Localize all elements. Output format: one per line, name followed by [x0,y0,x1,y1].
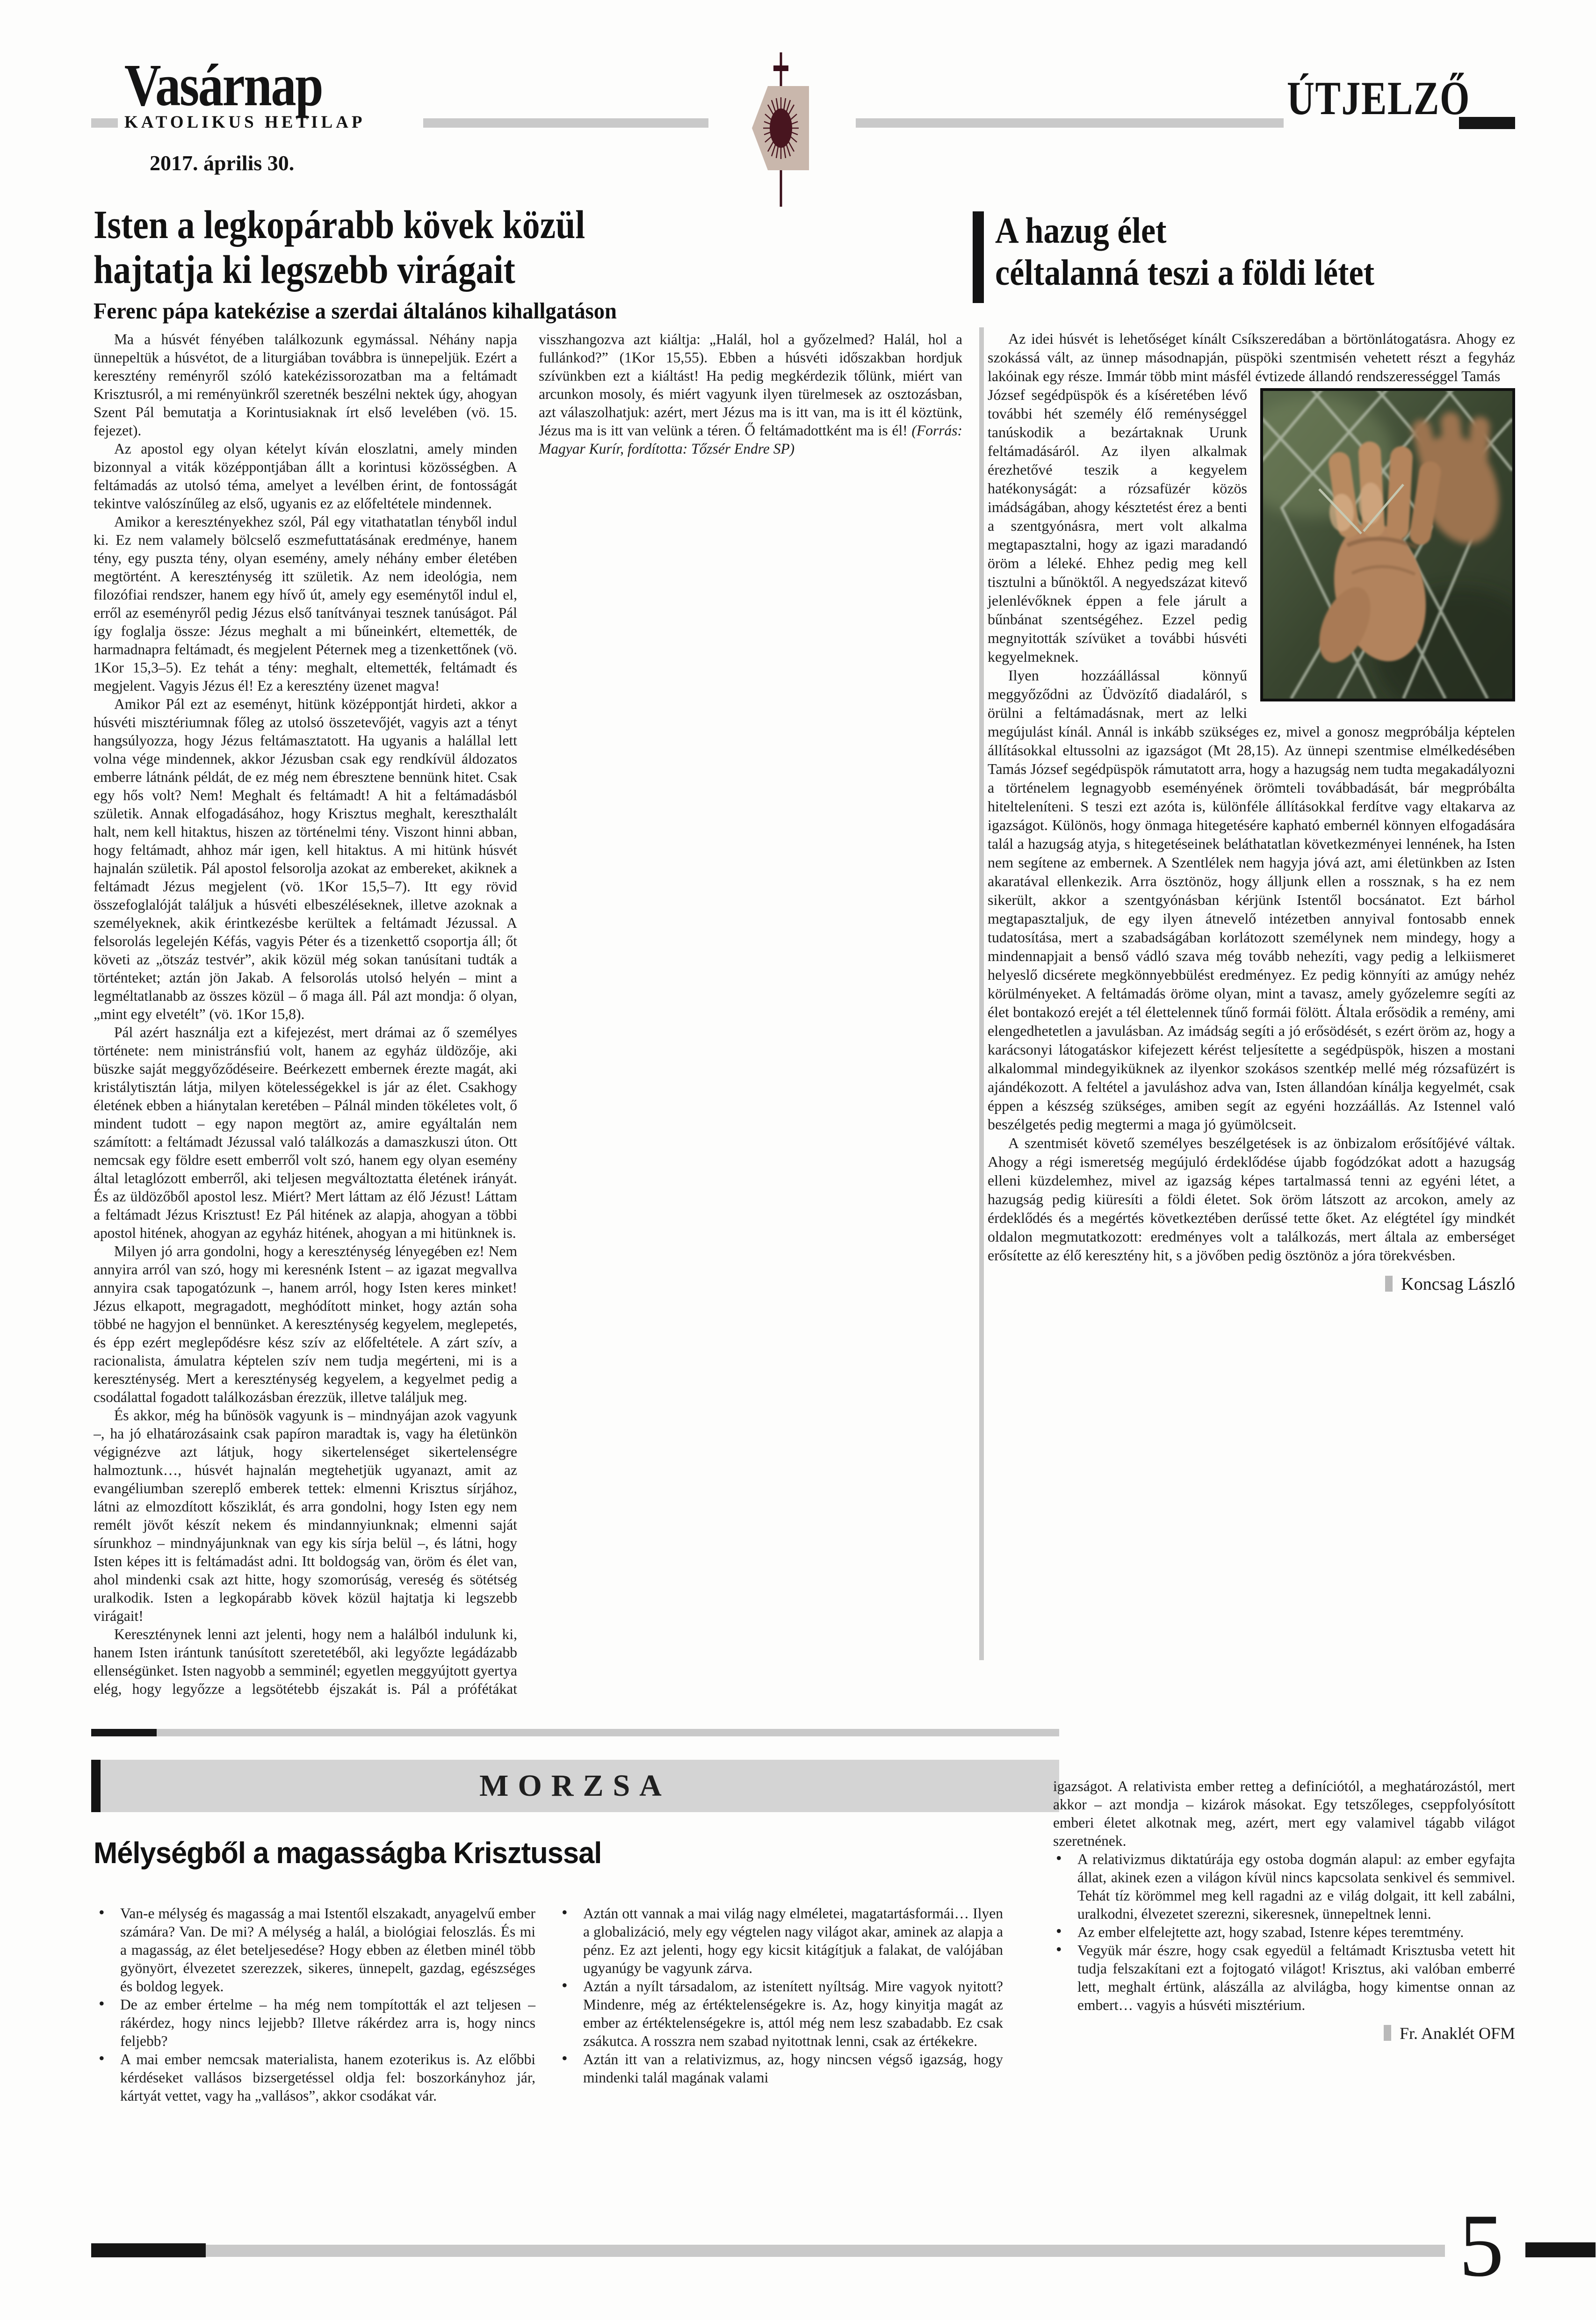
article2-byline [988,1275,1515,1294]
bullet-item: • Vegyük már észre, hogy csak egyedül a feltámadt Krisztusba vetett hit tudja felszakítani ezt a fojtogató világot! Krisztus, aki valóban emberré lett, meghalt értünk, alászálla az alvilágba, hogy kimentse onnan az embert… vagyis a húsvéti misztérium. [1053,1941,1515,2014]
morzsa-column-1 [96,1904,535,2105]
article2-body [988,329,1515,1294]
issue-date: 2017. április 30. [150,151,295,175]
bullet-item: • A relativizmus diktatúrája egy ostoba dogmán alapul: az ember egyfajta állat, akinek ezen a világon kívül nincs kapcsolata senkivel és semmivel. Tehát tíz körömmel meg kell ragadni az e világ dolgait, itt kell zabálni, uralkodni, élvezetet szerezni, sikeresnek, ünnepeltnek lenni. [1053,1850,1515,1923]
article1-paragraph-text: Kereszténynek lenni azt jelenti, hogy nem a halálból indulunk ki, hanem Isten irántunk tanúsított szeretetéből, aki legyőzte legádázabb ellenségünket. Isten nagyobb a semminél; egyetlen meggyújtott gyertya elég, hogy legyőzze a legsötétebb éjszakát is. Pál a prófétákat visszhangozva azt kiáltja: „Halál, hol a győzelmed? Halál, hol a fullánkod?” (1Kor 15,55). Ebben a húsvéti időszakban hordjuk szívünkben ezt a kiáltást! Ha pedig megkérdezik tőlünk, miért van arcunkon mosoly, és miért vagyunk ilyen türelmesek az osztozásban, azt válaszolhatjuk: azért, mert Jézus ma is itt van, ma is itt él köztünk, Jézus ma is itt van velünk a téren. Ő feltámadottként ma is él! [94,331,962,1697]
morzsa-box-bar [91,1760,101,1812]
masthead-rule-mid-left [423,118,708,128]
article2-title-bar [973,211,984,303]
bullet-item: • Az ember elfelejtette azt, hogy szabad, Istenre képes teremtmény. [1053,1923,1515,1941]
section-title: ÚTJELZŐ [1287,72,1471,125]
article1-subtitle: Ferenc pápa katekézise a szerdai általános kihallgatáson [94,298,617,324]
footer-rule-gray [206,2245,1445,2257]
bullet-item: • Van-e mélység és magasság a mai Istentől elszakadt, anyagelvű ember számára? Van. De mi? A mélység a halál, a biológiai feloszlás. És mi a magasság, az élet beteljesedése? Hogy ebben az életben minél több gyönyört, élvezetet szerezzek, sikeres, ünnepelt, gazdag, egészséges és boldog legyek. [96,1904,535,1995]
morzsa-byline [1053,2024,1515,2043]
article1-paragraph: Amikor a keresztényekhez szól, Pál egy vitathatatlan tényből indul ki. Ez nem valamely bölcselő eszmefuttatásának eredménye, hanem tény, egy puszta tény, olyan esemény, amely néhány ember életében megtörtént. A kereszténység itt születik. Az nem ideológia, nem filozófiai rendszer, hanem egy hívő út, amely egy eseménytől indul el, erről az eseményről pedig Jézus első tanítványai tesznek tanúságot. Pál így foglalja össze: Jézus meghalt a mi bűneinkért, eltemették, de harmadnapra feltámadt, és megjelent Péternek meg a tizenkettőnek (vö. 1Kor 15,3–5). Ez tehát a tény: meghalt, eltemették, feltámadt és megjelent. Vagyis Jézus él! Ez a keresztény üzenet magva! [94,513,517,694]
article1-paragraph: Az apostol egy olyan kételyt kíván eloszlatni, amely minden bizonnyal a viták középpontjában állt a korintusi közösségben. A feltámadás az utolsó téma, amelyet a levélben érint, de fontosságát tekintve valószínűleg az első, ugyanis ez az előfeltétele mindennek. [94,441,517,512]
hands-on-wire-fence-photo [1260,388,1515,701]
logo-subtitle: KATOLIKUS HETILAP [124,113,366,132]
article2-author: Koncsag László [1401,1274,1515,1294]
morzsa-section-box [91,1760,1059,1812]
footer-rule-black-left [91,2243,206,2257]
morzsa-bullet-list [1053,1850,1515,2014]
morzsa-column-2 [559,1904,1003,2087]
cross-sunburst-emblem-icon [739,52,823,207]
article2-title [995,210,1374,294]
byline-tick-icon [1385,1276,1393,1292]
article2-paragraph: Az idei húsvét is lehetőséget kínált Csíkszeredában a börtönlátogatásra. Ahogy ez szokássá vált, az ünnep másodnapján, püspöki szentmisén vehetett részt a fegyház lakóinak egy része. Immár több mint másfél évtizede állandó rendszerességgel Tamás [988,330,1515,384]
byline-tick-icon [1384,2025,1391,2041]
masthead-rule-mid-right [856,118,1284,128]
morzsa-continuation-text: igazságot. A relativista ember retteg a definíciótól, a meghatározástól, mert akkor – azt mondja – kizárok másokat. Egy tetszőleges, cseppfolyósított emberi életet alkotnak meg, azért, mert egy valamivel tágabb világot szeretnének. [1053,1778,1515,1849]
article1-paragraph: Amikor Pál ezt az eseményt, hitünk középpontját hirdeti, akkor a húsvéti misztériumnak főleg az utolsó összetevőjét, vagyis azt a tényt hangsúlyozza, hogy Jézus feltámasztatott. Ha ugyanis a halállal lett volna vége mindennek, akkor Jézusban csak egy rendkívül áldozatos emberre látnánk példát, de ez még nem ébresztene bennünk hitet. Csak egy hős volt? Nem! Meghalt és feltámadt! A hit a feltámadásból születik. Annak elfogadásához, hogy Krisztus meghalt, kereszthalált halt, nem kell hitaktus, hiszen az történelmi tény. Viszont hinni abban, hogy feltámadt, ahhoz már igen, kell hitaktus. A mi hitünk húsvét hajnalán születik. Pál apostol felsorolja azokat az embereket, akiknek a feltámadt Jézus megjelent (vö. 1Kor 15,5–7). Itt egy rövid összefoglalóját találjuk a húsvéti elbeszéléseknek, illetve azoknak a személyeknek, akik érintkezésbe kerültek a feltámadt Jézussal. A felsorolás legelején Kéfás, vagyis Péter és a tizenkettő csoportja áll; őt követi az „ötszáz testvér”, akik közül még sokan tanúsítani tudták a történteket; aztán jön Jakab. A felsorolás utolsó helyén – mint a legméltatlanabb az összes közül – ő maga áll. Pál azt mondja: ő olyan, „mint egy elvetélt” (vö. 1Kor 15,8). [94,696,517,1022]
newspaper-logo [118,52,372,132]
article1-paragraph: És akkor, még ha bűnösök vagyunk is – mindnyájan azok vagyunk –, ha jó elhatározásaink csak papíron maradtak is, vagy ha életünkön végignézve azt látjuk, hogy sikertelenséget sikertelenségre halmoztunk…, húsvét hajnalán megtehetjük ugyanazt, amit az evangéliumban szereplő emberek tettek: elmenni Krisztus sírjához, látni az elmozdított kősziklát, és arra gondolni, hogy Isten egy nem remélt jövőt készít nekem és mindannyiunknak; elmenni saját sírunkhoz – mindnyájunknak van egy kis sírja belül –, és látni, hogy Isten képes itt is feltámadást adni. Itt boldogság van, öröm és élet van, ahol mindenki csak azt hitte, hogy szomorúság, vereség és sötétség uralkodik. Isten a legkopárabb kövek közül hajtatja ki legszebb virágait! [94,1407,517,1624]
footer-rule-black-right [1525,2242,1596,2257]
bullet-item: • Aztán ott vannak a mai világ nagy elméletei, magatartásformái… Ilyen a globalizáció, mely egy végtelen nagy világot akar, aminek az alapja a pénz. Ez azt jelenti, hogy egy kicsit kitágítjuk a falakat, de valójában ugyanúgy be vagyunk zárva. [559,1904,1003,1977]
morzsa-article-title: Mélységből a magasságba Krisztussal [94,1836,602,1870]
article2-paragraph: Ilyen hozzáállással könnyű meggyőződni az Üdvözítő diadaláról, s örülni a feltámadásnak, mert az lelki megújulást kínál. Annál is inkább szükséges ez, mivel a gonosz megpróbálja képtelen állításokkal eltussolni az igazságot (Mt 28,15). Az ünnepi szentmise elmélkedésében Tamás József segédpüspök rámutatott arra, hogy a hazugság nem tudta megakadályozni a történelem legnagyobb eseményének örömteli továbbadását, bár megpróbálta hitelteleníteni. S teszi ezt azóta is, különféle állításokkal ferdítve vagy eltakarva az igazságot. Különös, hogy önmaga hitegetésére kapható embernél könnyen elfogadására talál a hazugság atyja, s hitegetéseinek beláthatatlan következményei lennének, ha Isten nem segítene az embernek. A Szentlélek nem hagyja jóvá azt, ami életünkben az Isten akaratával ellenkezik. Arra ösztönöz, hogy álljunk ellen a rossznak, s ha ez nem sikerült, akkor a szentgyónásban kérjünk Istentől bocsánatot. Ezt bárhol megtapasztaljuk, de egy ilyen átnevelő intézetben annyival fontosabb ennek tudatosítása, mert a szabadságában korlátozott személynek nem mindegy, hogy a mindennapjait a benső vádló szava még tovább nehezíti, vagy pedig a lelkiismeret helyeslő dicsérete megkönnyebbülést eredményez. Ez pedig könnyíti az amúgy nehéz körülményeket. A feltámadás öröme olyan, mint a tavasz, amely győzelemre segíti az élet bontakozó erejét a tél élettelennek tűnő formái fölött. Általa erősödik a remény, ami elengedhetetlen a javulásban. Az imádság segíti a jó erősödését, s ezért öröm az, hogy a karácsonyi látogatáskor kifejezett kérést teljesítette a segédpüspök, hiszen a mostani alkalommal mindegyiküknek az ilyenkor szokásos szentkép mellé még rózsafüzért is ajándékozott. A feltétel a javuláshoz adva van, Isten állandóan kínálja kegyelmét, csak éppen a készség szükséges, amiben segít az egyéni hozzáállás. Az Istennel való beszélgetés pedig megtermi a maga jó gyümölcseit. [988,667,1515,1133]
article2-paragraph: A szentmisét követő személyes beszélgetések is az önbizalom erősítőjévé váltak. Ahogy a régi ismeretség megújuló érdeklődése újabb fogódzókat adott a hazugság elleni küzdelemhez, mivel az igazság képes tartalmassá tenni az egyéni létet, a hazugság pedig kiüresíti a földi életet. Sok öröm látszott az arcokon, amely az érdeklődés és a megértés következtében derűssé tette őket. Az elégtétel így mindkét oldalon megmutatkozott: eredményes volt a találkozás, mert általa az emberséget erősítette az élő keresztény hit, s a jövőben pedig ösztönöz a jóra törekvésben. [988,1135,1515,1264]
article1-paragraph: Ma a húsvét fényében találkozunk egymással. Néhány napja ünnepeltük a húsvétot, de a liturgiában továbbra is ünnepeljük. Ezért a keresztény reményről szóló katekézissorozatban ma a feltámadt Krisztusról, a mi reményünkről szeretnék beszélni nektek úgy, ahogyan Szent Pál bemutatja a Korintusiaknak írt első levelében (vö. 15. fejezet). [94,331,517,439]
article2-title-line1: A hazug élet [995,210,1167,251]
article2-title-line2: céltalanná teszi a földi létet [995,252,1375,293]
article1-paragraph: Milyen jó arra gondolni, hogy a kereszténység lényegében ez! Nem annyira arról van szó, hogy mi keresnénk Istent – az igazat megvallva annyira csak tapogatózunk –, hanem arról, hogy Isten keres minket! Jézus elkapott, megragadott, meghódított minket, hogy aztán soha többé ne hagyjon el bennünket. A kereszténység kegyelem, meglepetés, és épp ezért meglepődésre kész szív az előfeltétele. A zárt szív, a racionalista, ámulatra képtelen szív nem tudja megérteni, mi is a kereszténység. Mert a kereszténység kegyelem, a kegyelmet pedig a csodálattal fogadott találkozásban érezzük, illetve találjuk meg. [94,1243,517,1405]
column-divider-rule [979,327,984,1660]
article1-title-line1: Isten a legkopárabb kövek közül [94,202,585,247]
morzsa-bullet-list [559,1904,1003,2087]
article1-title-line2: hajtatja ki legszebb virágait [94,247,515,292]
article2-paragraph: József segédpüspök és a kíséretében lévő további hét személy élő reménységgel tanúskodik a bezártaknak Urunk feltámadásáról. Az ilyen alkalmak érezhetővé teszik a kegyelem hatékonyságát: a rózsafüzér közös imádságában, ahogy késztetést érez a benti a szentgyónásra, mert volt alkalma megtapasztalni, hogy az igazi maradandó öröm a léleké. Ehhez pedig meg kell tisztulni a bűnöktől. A negyedszázat kitevő jelenlévőknek éppen a fele járult a bűnbánat szentségéhez. Ezzel pedig megnyitották szívüket a további húsvéti kegyelmeknek. [988,386,1247,665]
article1-body [94,330,962,1711]
morzsa-section-label: MORZSA [479,1769,671,1803]
bullet-item: • Aztán itt van a relativizmus, az, hogy nincsen végső igazság, hogy mindenki talál magának valami [559,2050,1003,2087]
morzsa-column-3 [1053,1777,1515,2043]
morzsa-divider-gray [157,1729,1059,1736]
article1-paragraph: Pál azért használja ezt a kifejezést, mert drámai az ő személyes története: nem ministránsfiú volt, hanem az egyház üldözője, aki büszke saját meggyőződéseire. Beérkezett embernek érezte magát, aki kristálytisztán látja, milyen kötelességekkel is jár az élet. Csakhogy életének ebben a hiánytalan keretében – Pálnál minden tökéletes volt, ő mindent tudott – egy napon megtört az, amire egyáltalán nem számított: a feltámadt Jézussal való találkozás a damaszkuszi úton. Ott nemcsak egy földre esett emberről volt szó, hanem egy olyan esemény által letaglózott emberről, aki teljesen megváltoztatta életének irányát. És az üldözőből apostol lesz. Miért? Mert láttam az élő Jézust! Láttam a feltámadt Jézus Krisztust! Ez Pál hitének az alapja, ahogyan a többi apostol hitének, ahogyan az egyház hitének, ahogyan a mi hitünknek is. [94,1024,517,1241]
morzsa-author: Fr. Anaklét OFM [1399,2024,1515,2043]
bullet-item: • Aztán a nyílt társadalom, az istenített nyíltság. Mire vagyok nyitott? Mindenre, még az értéktelenségekre is. Az, hogy kinyitja magát az ember az értéktelenségekre is, attól még nem lesz szabadabb. Ez csak zsákutca. A rosszra nem szabad nyitottnak lenni, csak az értékekre. [559,1977,1003,2050]
bullet-item: • A mai ember nemcsak materialista, hanem ezoterikus is. Az előbbi kérdéseket vallásos bizsergetéssel oldja fel: boszorkányhoz jár, kártyát vettet, vagy ha „vallásos”, akkor csodákat vár. [96,2050,535,2105]
article1-title [94,202,585,292]
morzsa-bullet-list [96,1904,535,2105]
logo-title: Vasárnap [124,52,323,118]
article1-source-note: (Forrás: Magyar Kurír, fordította: Tőzsér Endre SP) [539,422,962,457]
bullet-item: • De az ember értelme – ha még nem tompították el azt teljesen – rákérdez, hogy nincs lejjebb? Illetve rákérdez arra is, hogy nincs feljebb? [96,1995,535,2050]
page-number: 5 [1459,2196,1504,2295]
morzsa-divider-black [91,1729,157,1736]
